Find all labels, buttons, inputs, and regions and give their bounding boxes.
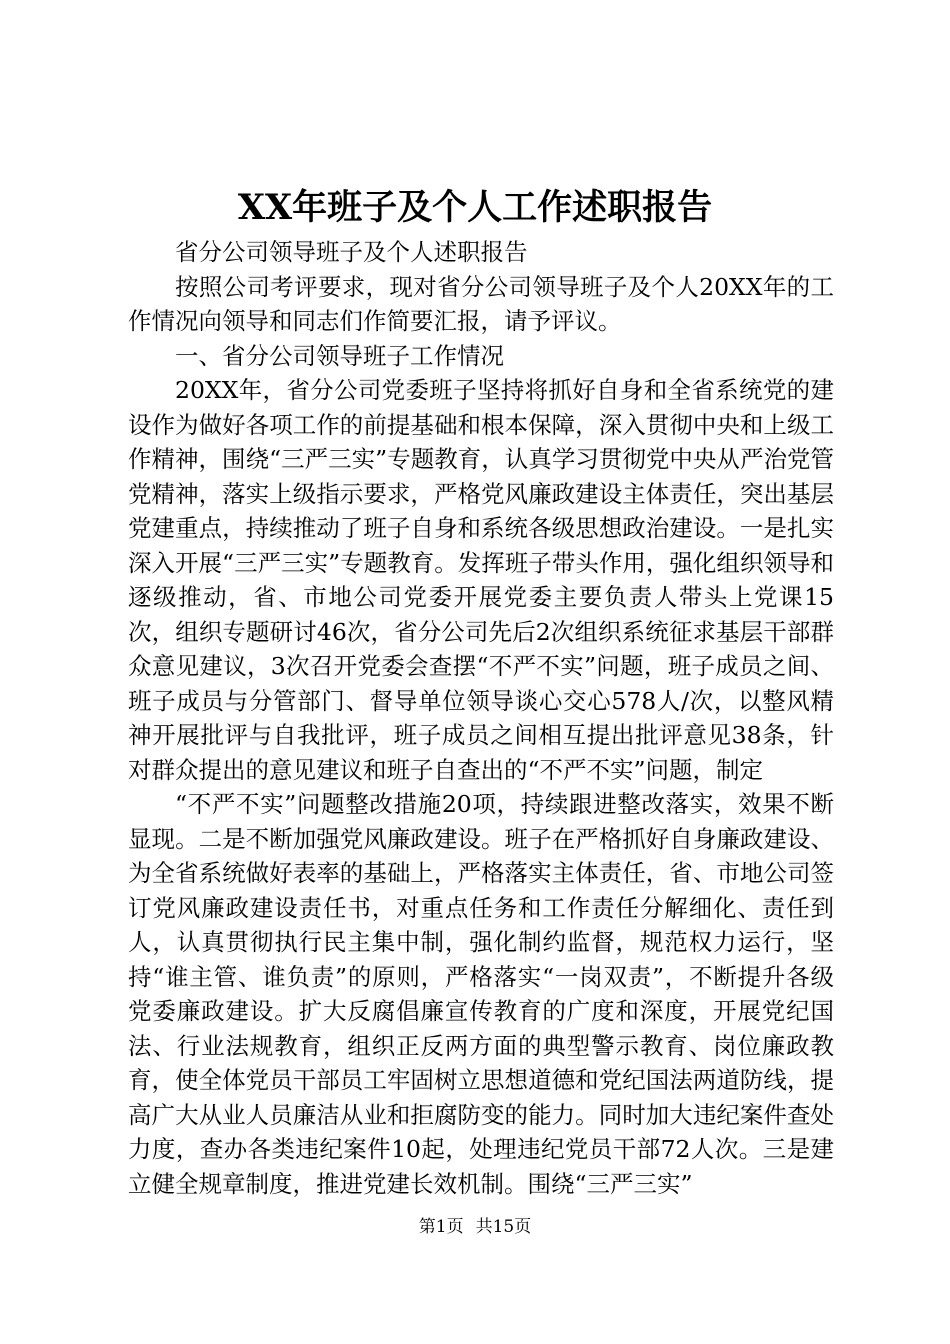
document-body (128, 235, 834, 1201)
paragraph-body: “不严不实”问题整改措施20项，持续跟进整改落实，效果不断显现。二是不断加强党风廉政建设。班子在严格抓好自身廉政建设、为全省系统做好表率的基础上，严格落实主体责任，省、市地公司签订党风廉政建设责任书，对重点任务和工作责任分解细化、责任到人，认真贯彻执行民主集中制，强化制约监督，规范权力运行，坚持“谁主管、谁负责”的原则，严格落实“一岗双责”，不断提升各级党委廉政建设。扩大反腐倡廉宣传教育的广度和深度，开展党纪国法、行业法规教育，组织正反两方面的典型警示教育、岗位廉政教育，使全体党员干部员工牢固树立思想道德和党纪国法两道防线，提高广大从业人员廉洁从业和拒腐防变的能力。同时加大违纪案件查处力度，查办各类违纪案件10起，处理违纪党员干部72人次。三是建立健全规章制度，推进党建长效机制。围绕“三严三实” (128, 790, 834, 1198)
page-number: 第1页 (418, 1217, 464, 1237)
section-heading: 一、省分公司领导班子工作情况 (175, 341, 504, 370)
document-title: XX年班子及个人工作述职报告 (237, 187, 713, 228)
paragraph-subtitle: 省分公司领导班子及个人述职报告 (175, 238, 528, 266)
page-total: 共15页 (475, 1217, 532, 1237)
page-footer (0, 1215, 950, 1239)
paragraph-intro: 按照公司考评要求，现对省分公司领导班子及个人20XX年的工作情况向领导和同志们作简要汇报，请予评议。 (128, 272, 834, 335)
paragraph-body: 20XX年，省分公司党委班子坚持将抓好自身和全省系统党的建设作为做好各项工作的前提基础和根本保障，深入贯彻中央和上级工作精神，围绕“三严三实”专题教育，认真学习贯彻党中央从严治党管党精神，落实上级指示要求，严格党风廉政建设主体责任，突出基层党建重点，持续推动了班子自身和系统各级思想政治建设。一是扎实深入开展“三严三实”专题教育。发挥班子带头作用，强化组织领导和逐级推动，省、市地公司党委开展党委主要负责人带头上党课15次，组织专题研讨46次，省分公司先后2次组织系统征求基层干部群众意见建议，3次召开党委会查摆“不严不实”问题，班子成员之间、班子成员与分管部门、督导单位领导谈心交心578人/次，以整风精神开展批评与自我批评，班子成员之间相互提出批评意见38条，针对群众提出的意见建议和班子自查出的“不严不实”问题，制定 (128, 376, 834, 784)
